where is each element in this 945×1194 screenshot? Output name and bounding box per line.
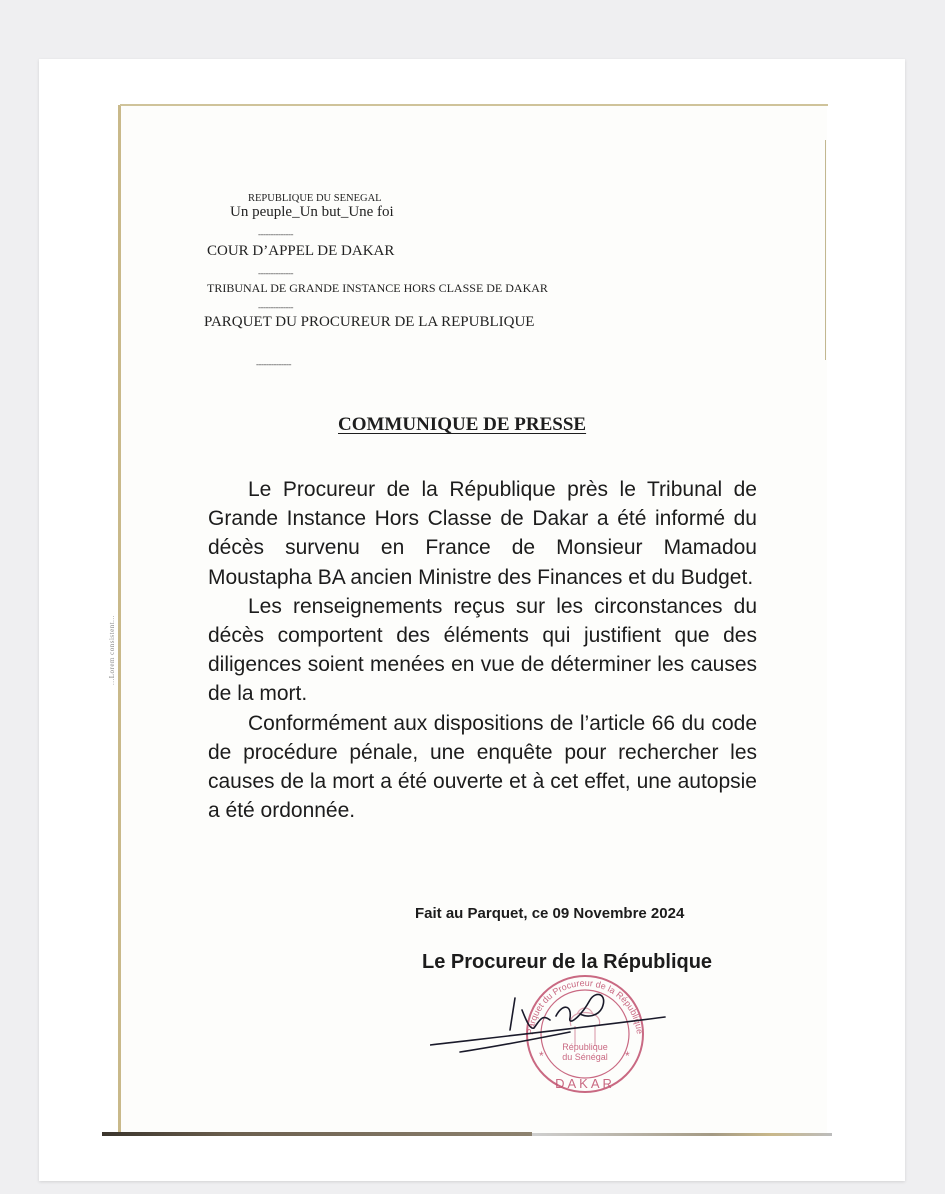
- header-separator: --------------: [258, 302, 293, 312]
- header-separator: --------------: [256, 359, 291, 369]
- document-title: COMMUNIQUE DE PRESSE: [338, 414, 587, 435]
- stamp-center-line2: du Sénégal: [562, 1052, 608, 1062]
- header-prosecutor-office: PARQUET DU PROCUREUR DE LA REPUBLIQUE: [204, 314, 535, 330]
- header-separator: --------------: [258, 268, 293, 278]
- margin-side-mark: ...Lorem consistent...: [108, 615, 116, 685]
- header-motto: Un peuple_Un but_Une foi: [230, 204, 394, 220]
- paper-edge-top: [120, 104, 828, 106]
- body-paragraph: Le Procureur de la République près le Tribunal de Grande Instance Hors Classe de Dakar a été informé du décès survenu en France de Monsieur Mamadou Moustapha BA ancien Ministre des Finances et du Budget.: [208, 478, 757, 589]
- paper-edge-bottom: [102, 1132, 532, 1136]
- header-separator: --------------: [258, 229, 293, 239]
- document-body: [208, 475, 757, 825]
- stamp-center-line1: République: [562, 1042, 608, 1052]
- stamp-star-right: *: [625, 1049, 630, 1063]
- paper-edge-left: [118, 105, 121, 1135]
- body-paragraph: Conformément aux dispositions de l’article 66 du code de procédure pénale, une enquête pour rechercher les causes de la mort a été ouverte et à cet effet, une autopsie a été ordonnée.: [208, 711, 757, 823]
- paper-edge-right: [825, 140, 826, 360]
- header-tribunal: TRIBUNAL DE GRANDE INSTANCE HORS CLASSE DE DAKAR: [207, 281, 548, 295]
- stamp-star-left: *: [539, 1049, 544, 1063]
- paper-edge-bottom-light: [532, 1133, 832, 1136]
- header-country: REPUBLIQUE DU SENEGAL: [248, 193, 382, 204]
- body-paragraph: Les renseignements reçus sur les circonstances du décès comportent des éléments qui justifient que des diligences soient menées en vue de déterminer les causes de la mort.: [208, 594, 757, 706]
- signer-title: Le Procureur de la République: [422, 951, 713, 973]
- handwritten-signature: [430, 990, 670, 1060]
- stamp-bottom-text: DAKAR: [555, 1076, 615, 1091]
- date-line: Fait au Parquet, ce 09 Novembre 2024: [415, 905, 685, 922]
- stamp-outer-text: Parquet du Procureur de la République: [525, 977, 645, 1036]
- header-court-of-appeal: COUR D’APPEL DE DAKAR: [207, 243, 395, 259]
